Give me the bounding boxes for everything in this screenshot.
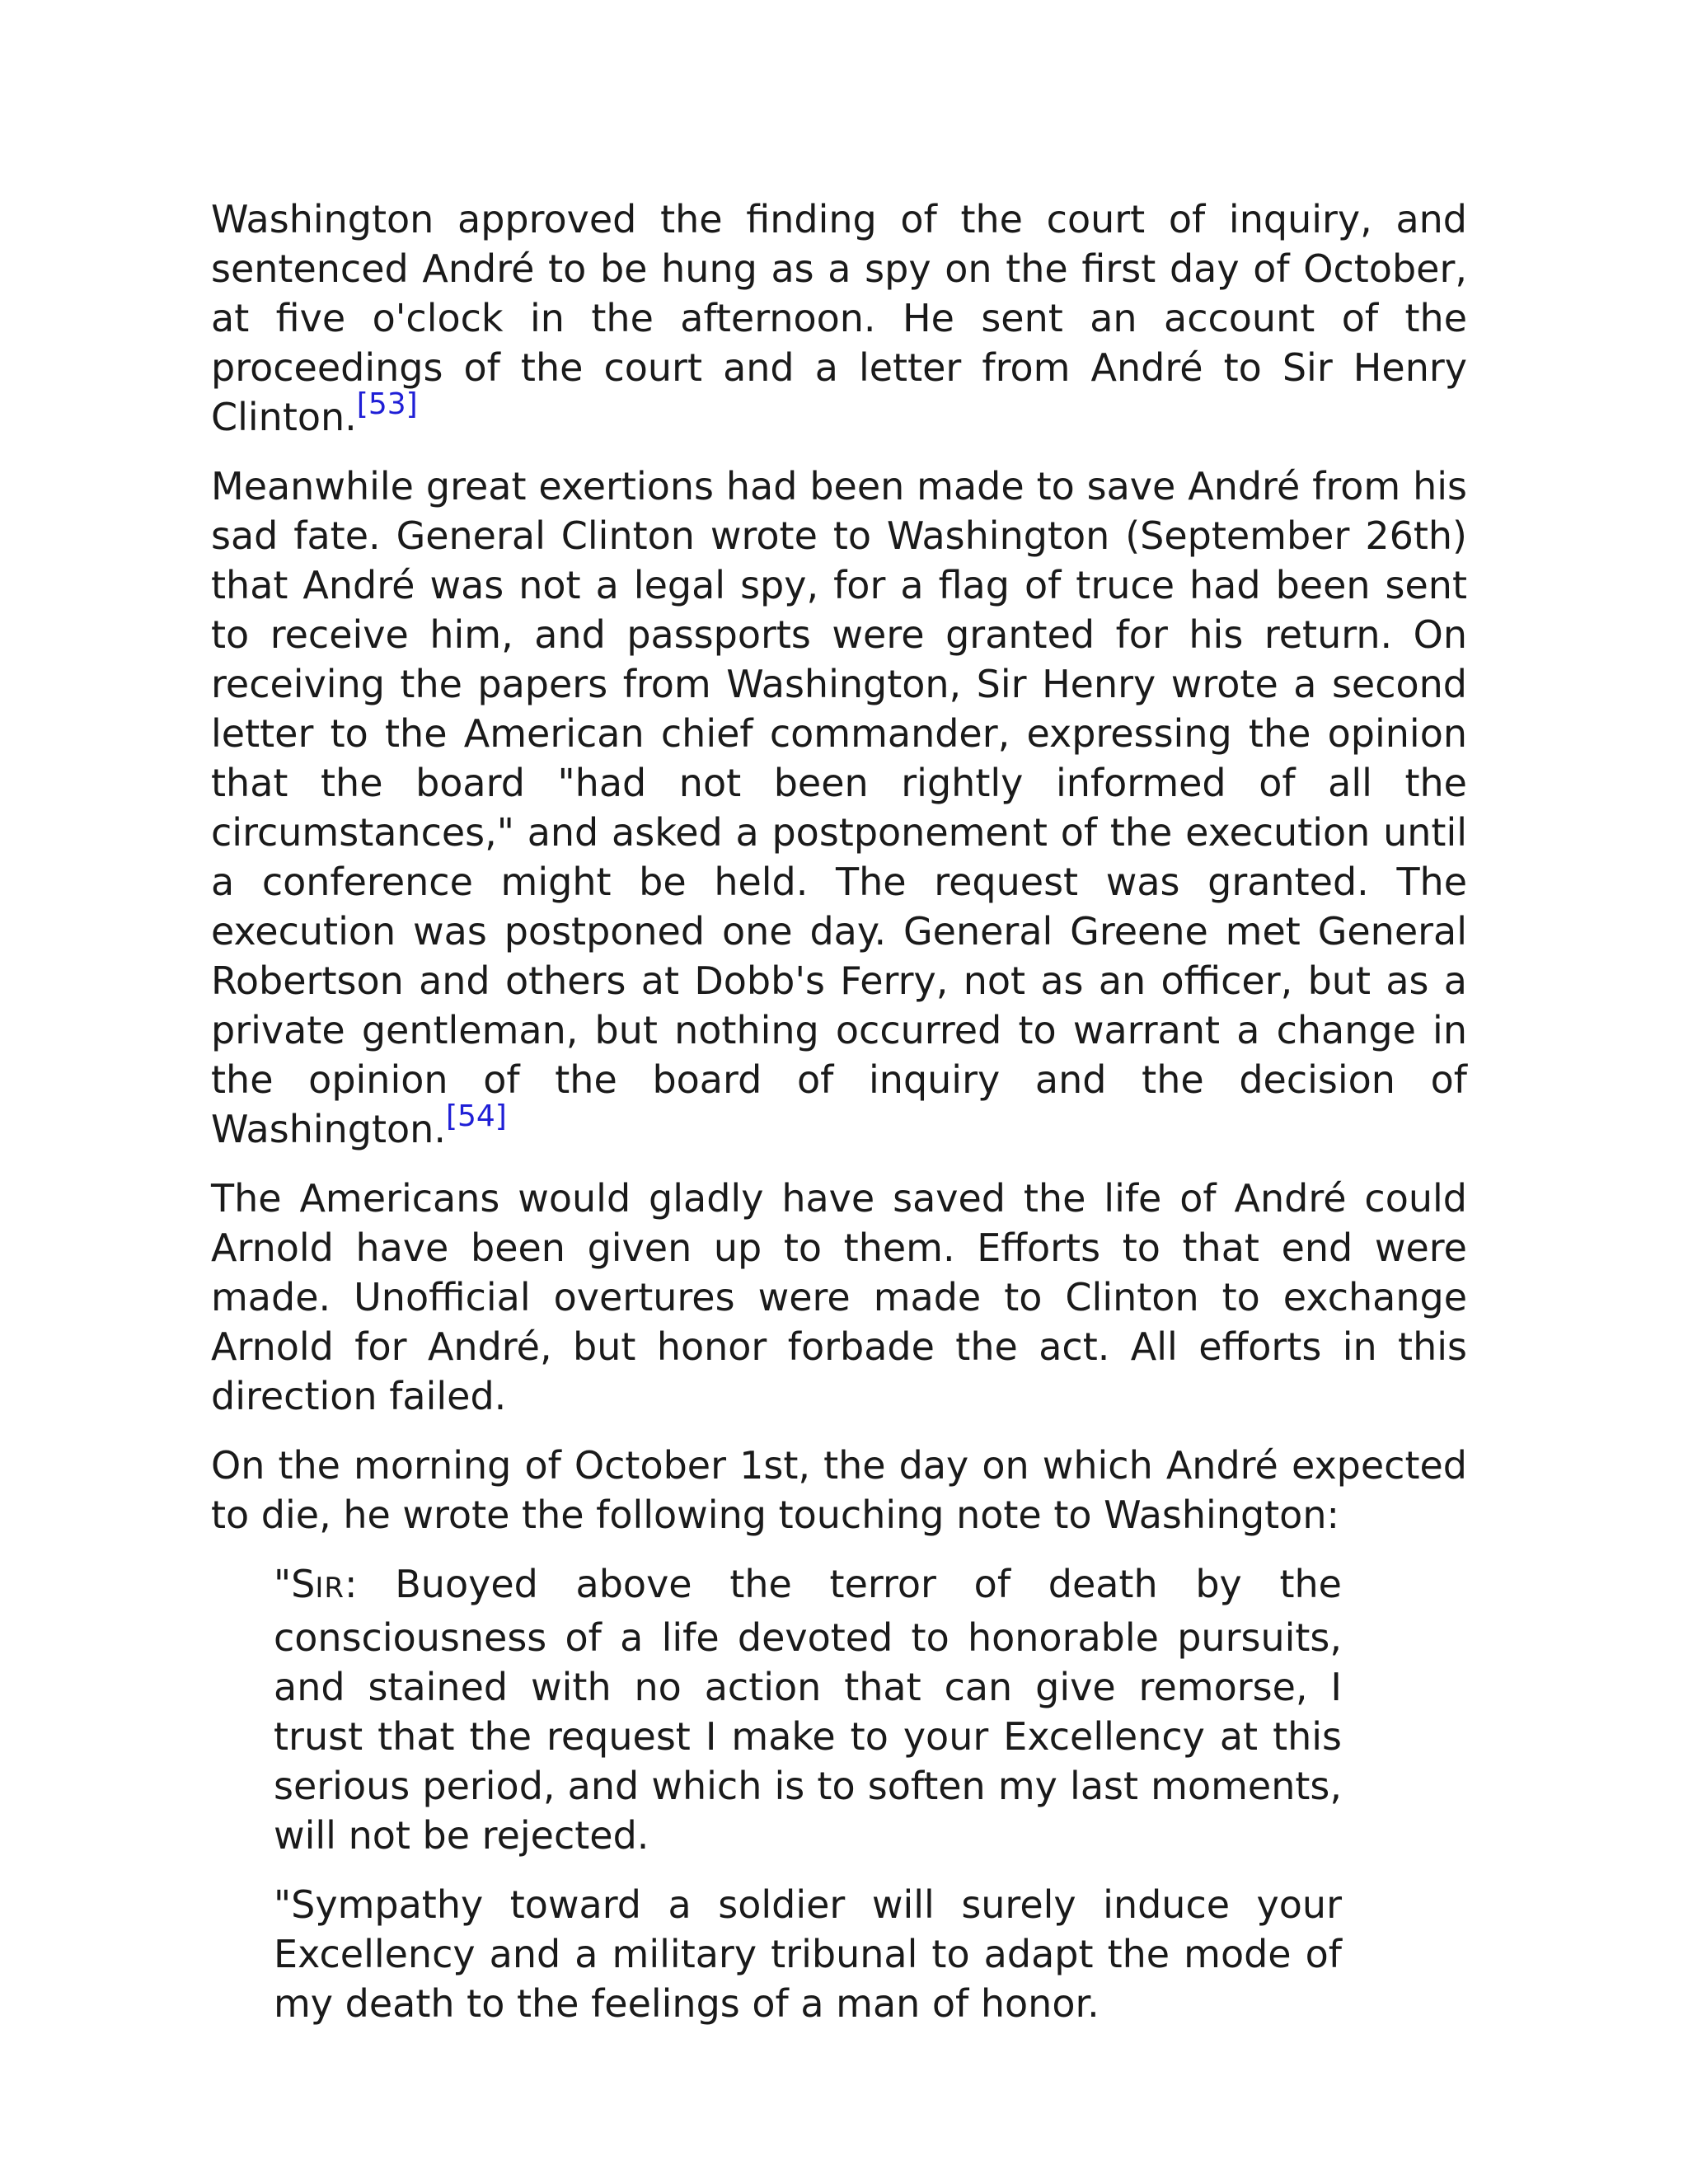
paragraph-3 — [211, 1174, 1467, 1421]
paragraph-4 — [211, 1441, 1467, 1540]
paragraph-3-text: The Americans would gladly have saved the life of André could Arnold have been given up to them. Efforts to that end were made. Unofficial overtures were made to Clinton to exchange Arnold for André, but honor forbade the act. All efforts in this direction failed. — [211, 1176, 1467, 1418]
footnote-link-54[interactable]: [54] — [445, 1099, 507, 1133]
document-page — [211, 194, 1467, 2048]
quote-paragraph-1-text: : Buoyed above the terror of death by the consciousness of a life devoted to honorable pursuits, and stained with no action that can give remorse, I trust that the request I make to your Excellency at this serious period, and which is to soften my last moments, will not be rejected. — [274, 1562, 1342, 1858]
paragraph-2-text: Meanwhile great exertions had been made to save André from his sad fate. General Clinton wrote to Washington (September 26th) that André was not a legal spy, for a flag of truce had been sent to receive him, and passports were granted for his return. On receiving the papers from Washington, Sir Henry wrote a second letter to the American chief commander, expressing the opinion that the board "had not been rightly informed of all the circumstances," and asked a postponement of the execution until a conference might be held. The request was granted. The execution was postponed one day. General Greene met General Robertson and others at Dobb's Ferry, not as an officer, but as a private gentleman, but nothing occurred to warrant a change in the opinion of the board of inquiry and the decision of Washington. — [211, 464, 1467, 1151]
block-quote — [274, 1559, 1342, 2028]
quote-salutation-open: "S — [274, 1562, 316, 1606]
quote-paragraph-2-text: "Sympathy toward a soldier will surely induce your Excellency and a military tribunal to adapt the mode of my death to the feelings of a man of honor. — [274, 1882, 1342, 2026]
paragraph-2 — [211, 462, 1467, 1154]
paragraph-4-text: On the morning of October 1st, the day on which André expected to die, he wrote the following touching note to Washington: — [211, 1443, 1467, 1537]
quote-paragraph-1 — [274, 1559, 1342, 1860]
paragraph-1 — [211, 194, 1467, 442]
footnote-link-53[interactable]: [53] — [356, 387, 418, 421]
paragraph-1-text: Washington approved the finding of the court of inquiry, and sentenced André to be hung as a spy on the first day of October, at five o'clock in the afternoon. He sent an account of the proceedings of the court and a letter from André to Sir Henry Clinton. — [211, 197, 1467, 439]
quote-paragraph-2 — [274, 1880, 1342, 2028]
quote-salutation-smallcaps: IR — [315, 1572, 345, 1605]
